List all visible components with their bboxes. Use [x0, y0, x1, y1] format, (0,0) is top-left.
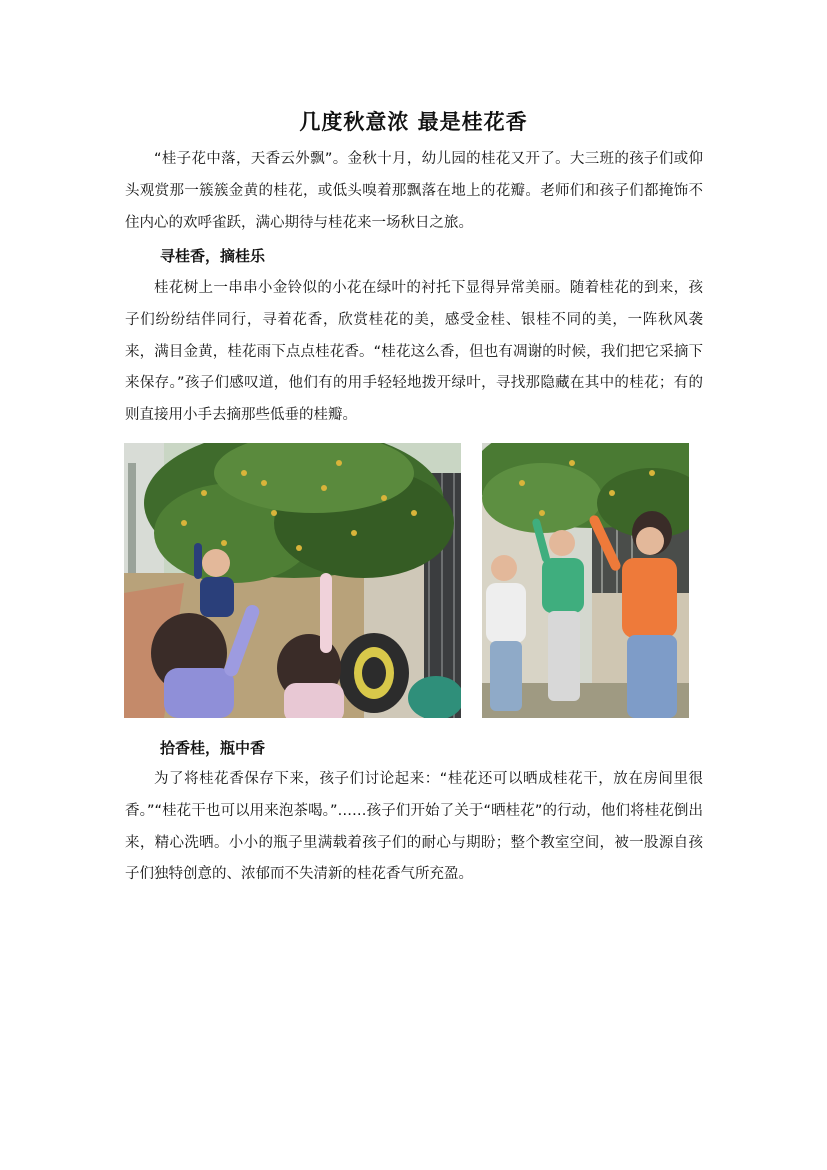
children-reaching-osmanthus-tree-photo [124, 443, 461, 718]
children-picking-osmanthus-photo [482, 443, 689, 718]
section1-paragraph: 桂花树上一串串小金铃似的小花在绿叶的衬托下显得异常美丽。随着桂花的到来，孩子们纷纷结伴同行，寻着花香，欣赏桂花的美，感受金桂、银桂不同的美，一阵秋风袭来，满目金黄，桂花雨下点点桂花香。“桂花这么香，但也有凋谢的时候，我们把它采摘下来保存。”孩子们感叹道，他们有的用手轻轻地拨开绿叶，寻找那隐藏在其中的桂花；有的则直接用小手去摘那些低垂的桂瓣。 [125, 280, 703, 424]
page-title: 几度秋意浓 最是桂花香 [299, 109, 528, 134]
section1-heading: 寻桂香，摘桂乐 [160, 247, 266, 265]
section2-paragraph: 为了将桂花香保存下来，孩子们讨论起来：“桂花还可以晒成桂花干，放在房间里很香。”“桂花干也可以用来泡茶喝。”……孩子们开始了关于“晒桂花”的行动，他们将桂花倒出来，精心洗晒。小小的瓶子里满载着孩子们的耐心与期盼；整个教室空间，被一股源自孩子们独特创意的、浓郁而不失清新的桂花香气所充盈。 [125, 771, 703, 883]
section2-heading: 拾香桂，瓶中香 [160, 739, 266, 757]
intro-paragraph: “桂子花中落，天香云外飘”。金秋十月，幼儿园的桂花又开了。大三班的孩子们或仰头观赏那一簇簇金黄的桂花，或低头嗅着那飘落在地上的花瓣。老师们和孩子们都掩饰不住内心的欢呼雀跃，满心期待与桂花来一场秋日之旅。 [125, 151, 703, 231]
